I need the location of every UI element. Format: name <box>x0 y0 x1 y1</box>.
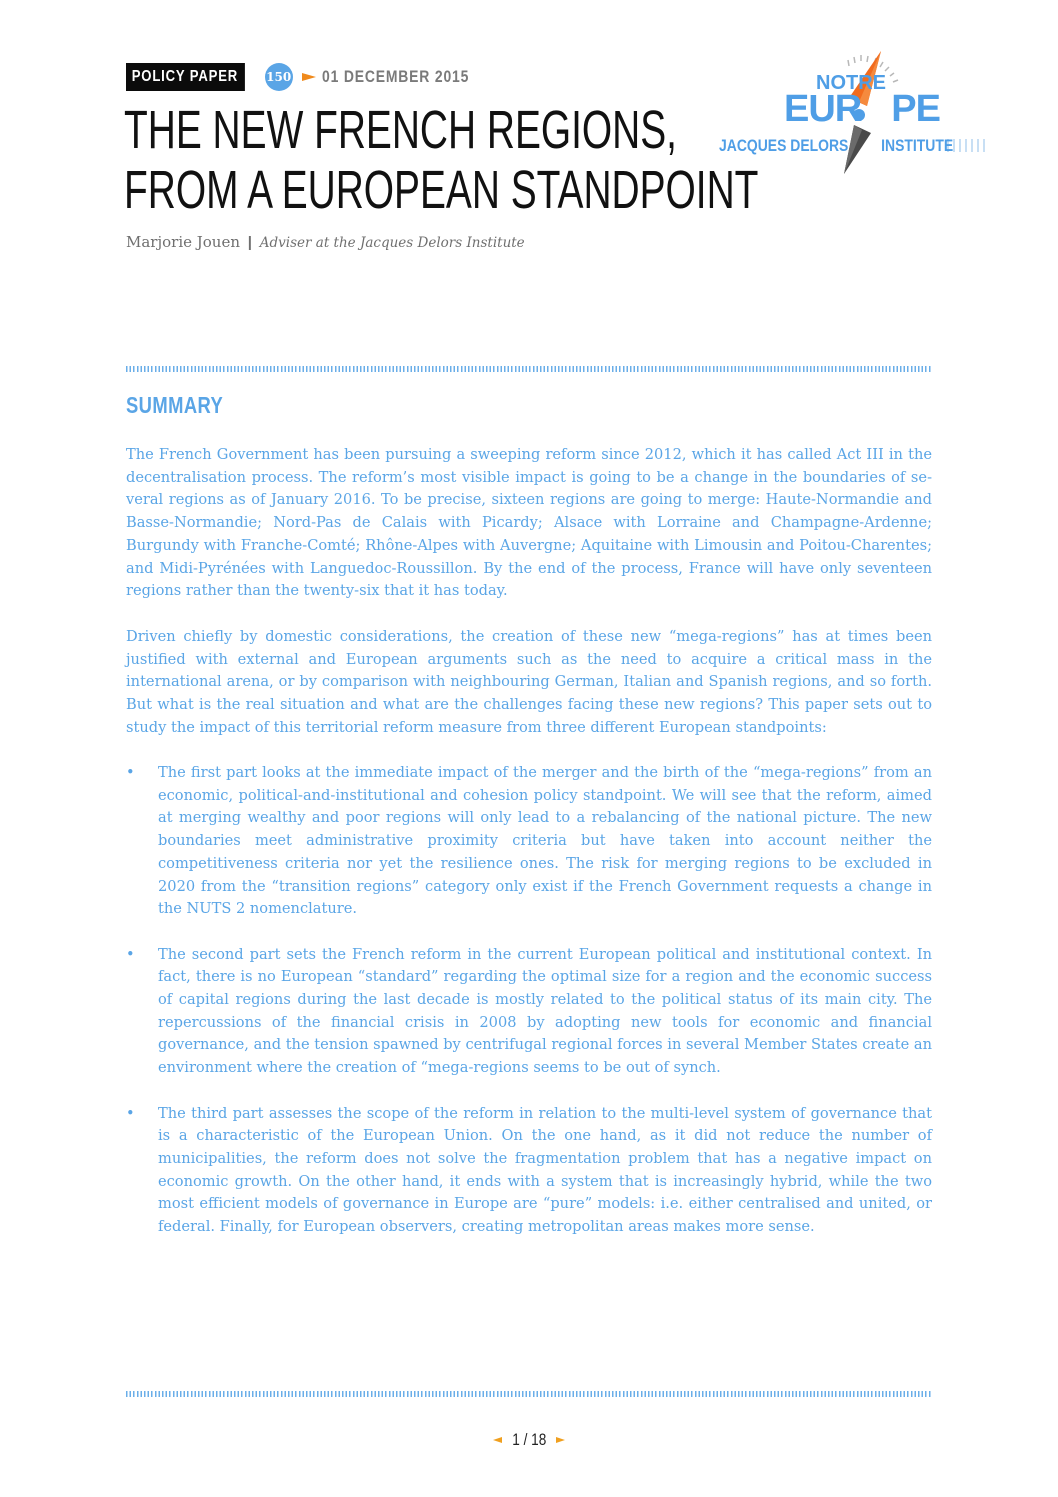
section-divider-bottom <box>126 1391 932 1397</box>
page-footer <box>0 1430 1058 1450</box>
list-item <box>126 762 932 921</box>
logo-institute-text: JACQUES DELORS INSTITUTE <box>719 136 954 155</box>
arrow-icon <box>302 73 316 81</box>
section-divider-top <box>126 366 932 372</box>
list-item <box>126 944 932 1080</box>
policy-paper-badge: POLICY PAPER <box>126 63 245 91</box>
bullet-icon: • <box>126 764 135 781</box>
summary-heading: SUMMARY <box>126 392 224 418</box>
summary-bullet-list <box>126 762 932 1261</box>
page-number: 1 / 18 <box>511 1430 547 1449</box>
arrow-right-icon <box>556 1437 565 1443</box>
bullet-text: The second part sets the French reform in the current European political and institutional context. In fact, there is no European “standard” regarding the optimal size for a region and the economic success of capital regions during the last decade is mostly related to the political status of its main city. The repercussions of the financial crisis in 2008 by adopting new tools for economic and financial governance, and the tension spawned by centrifugal regional forces in several Member States create an environment where the creation of “mega-regions seems to be out of synch. <box>158 945 932 1077</box>
publication-date: 01 DECEMBER 2015 <box>321 67 469 86</box>
summary-paragraph-1: The French Government has been pursuing a sweeping reform since 2012, which it has called Act III in the decentralisation process. The reform’s most visible impact is going to be a change in the boundaries of several regions as of January 2016. To be precise, sixteen regions are going to merge: Haute-Normandie and Basse-Normandie; Nord-Pas de Calais with Picardy; Alsace with Lorraine and Champagne-Ardenne; Burgundy with Franche-Comté; Rhône-Alpes with Auvergne; Aquitaine with Limousin and Poitou-Charentes; and Midi-Pyrénées with Languedoc-Roussillon. By the end of the process, France will have only seventeen regions rather than the twenty-six that it has today. <box>126 446 932 600</box>
bullet-text: The first part looks at the immediate impact of the merger and the birth of the “mega-regions” from an economic, political-and-institutional and cohesion policy standpoint. We will see that the reform, aimed at merging wealthy and poor regions will only lead to a rebalancing of the national picture. The new boundaries meet administrative proximity criteria but have taken into account neither the competitiveness criteria nor yet the resilience ones. The risk for merging regions to be excluded in 2020 from the “transition regions” category only exist if the French Government requests a change in the NUTS 2 nomenclature. <box>158 764 932 918</box>
notre-europe-logo <box>716 48 996 178</box>
author-line <box>126 233 525 251</box>
logo-europe-text: EUR PE <box>784 88 940 130</box>
title-line-1: THE NEW FRENCH REGIONS, <box>124 100 677 160</box>
paper-header <box>126 63 501 91</box>
bullet-text: The third part assesses the scope of the reform in relation to the multi-level system of governance that is a characteristic of the European Union. On the one hand, as it did not reduce the number of municipalities, the reform does not solve the fragmentation problem that has a negative impact on economic growth. On the other hand, it ends with a system that is increasingly hybrid, while the two most efficient models of governance in Europe are “pure” models: i.e. either centralised and united, or federal. Finally, for European observers, creating metropolitan areas makes more sense. <box>158 1104 932 1236</box>
arrow-left-icon <box>493 1437 502 1443</box>
title-line-2: FROM A EUROPEAN STANDPOINT <box>124 160 759 220</box>
paper-number-badge: 150 <box>265 63 293 91</box>
logo-notre-text: NOTRE <box>816 72 886 94</box>
author-separator: | <box>247 234 252 251</box>
bullet-icon: • <box>126 945 135 963</box>
bullet-icon: • <box>126 1104 135 1122</box>
author-name: Marjorie Jouen <box>126 233 241 251</box>
author-role: Adviser at the Jacques Delors Institute <box>259 235 525 251</box>
list-item <box>126 1103 932 1239</box>
summary-paragraph-2: Driven chiefly by domestic considerations, the creation of these new “mega-regions” has at times been justified with external and European arguments such as the need to acquire a critical mass in the international arena, or by comparison with neighbouring German, Italian and Spanish regions, and so forth. But what is the real situation and what are the challenges facing these new regions? This paper sets out to study the impact of this territorial reform measure from three different European standpoints: <box>126 628 932 736</box>
page-title <box>124 100 758 220</box>
